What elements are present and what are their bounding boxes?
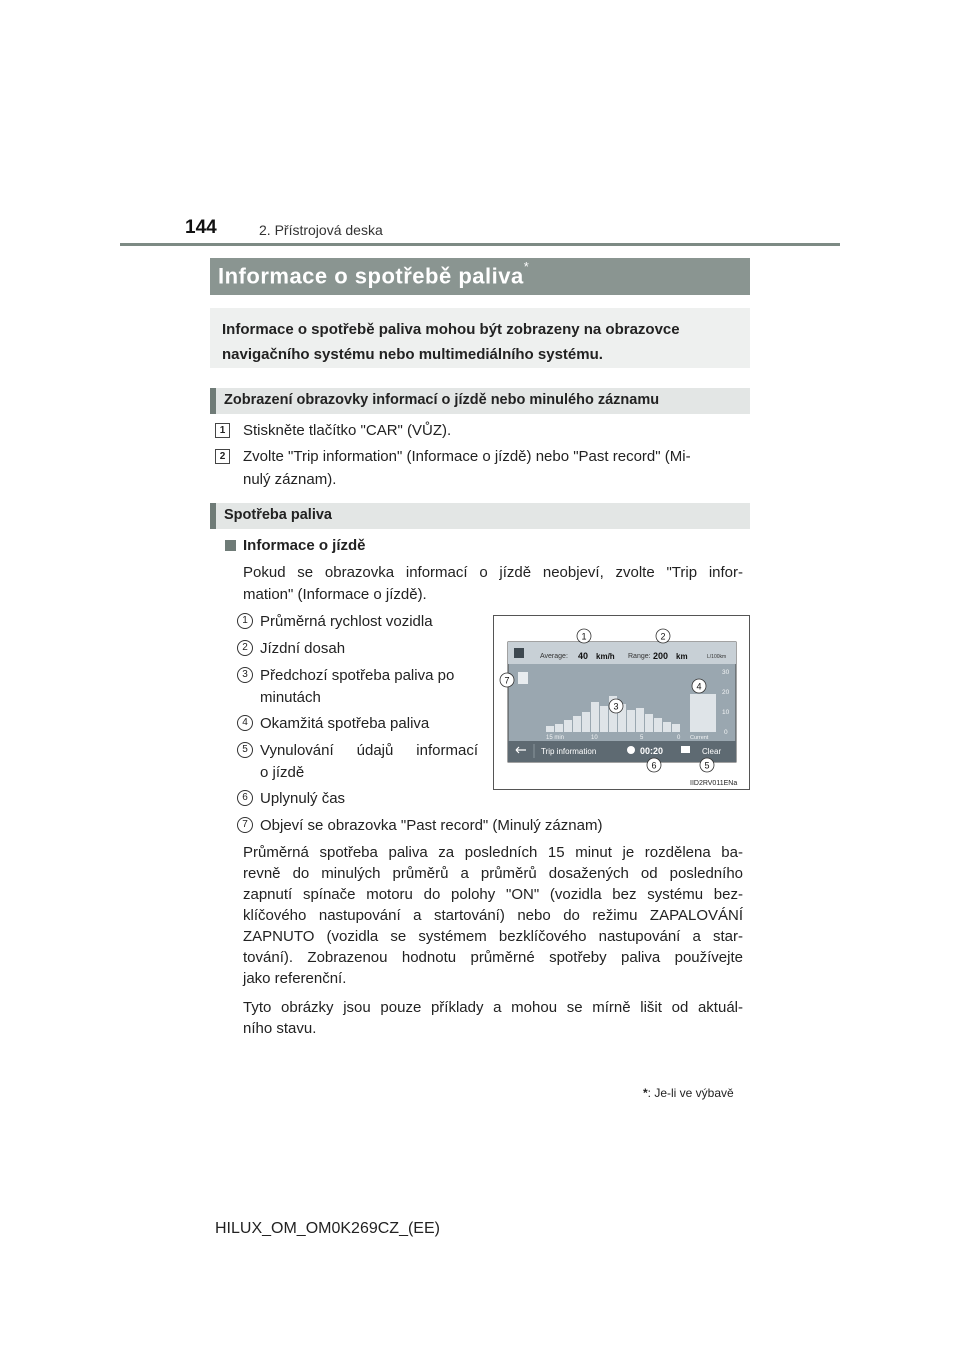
legend-item: Průměrná rychlost vozidla (260, 613, 433, 630)
history-bar (663, 722, 671, 732)
callout-4 (692, 679, 706, 693)
clock-icon (627, 746, 635, 754)
history-bar (555, 724, 563, 732)
svg-text:1: 1 (581, 631, 587, 642)
callout-1 (577, 629, 591, 643)
clear-icon (681, 746, 690, 753)
history-bar (546, 726, 554, 732)
step-text: Zvolte "Trip information" (Informace o jízdě) nebo "Past record" (Mi- (243, 448, 691, 465)
x-tick-label: 0 (677, 735, 681, 741)
trip-information-screen-illustration (494, 616, 749, 789)
history-bar (573, 716, 581, 732)
callout-5 (700, 758, 714, 772)
subsection-heading-fuel: Spotřeba paliva (210, 503, 750, 529)
svg-text:4: 4 (696, 681, 702, 692)
callout-number: 2 (237, 640, 253, 656)
legend-item: Předchozí spotřeba paliva po (260, 667, 455, 684)
history-bar (645, 714, 653, 732)
legend-item: Okamžitá spotřeba paliva (260, 715, 430, 732)
range-unit: km (676, 652, 688, 661)
callout-6 (647, 758, 661, 772)
range-label: Range: (628, 653, 651, 660)
x-tick-label: 5 (640, 735, 644, 741)
legend-item: Jízdní dosah (260, 640, 346, 657)
history-bar (600, 706, 608, 732)
history-bar (636, 708, 644, 732)
current-label: Current (690, 735, 709, 741)
history-bar (627, 710, 635, 732)
step-number: 1 (215, 423, 230, 438)
asterisk-mark: * (643, 1086, 648, 1100)
svg-text:5: 5 (704, 760, 710, 771)
y-tick-label: 30 (722, 669, 730, 676)
past-record-icon (518, 672, 528, 684)
topic-heading: Informace o jízdě (243, 537, 366, 554)
topic-description: Pokud se obrazovka informací o jízdě neobjeví, zvolte "Trip infor- (243, 564, 743, 581)
callout-number: 6 (237, 790, 253, 806)
trip-information-label: Trip information (541, 747, 597, 756)
intro-text: Informace o spotřebě paliva mohou být zobrazeny na obrazovce navigačního systému nebo multimediálního systému. (222, 321, 680, 363)
unit-label: L/100km (707, 654, 727, 660)
explanation-paragraph: Průměrná spotřeba paliva za posledních 15 minut je rozdělena ba- revně do minulých průměrů a průměrů dosažených od posledního zapnutí spínače motoru do polohy "ON" (vozidla bez systému bez- klíčového nastupování a startování) nebo do režimu ZAPALOVÁNÍ ZAPNUTO (vozidla se systémem bezklíčového nastupování a star- tování). Zobrazenou hodnotu průměrné spotřeby paliva používejte jako referenční. (243, 844, 743, 987)
legend-item: Vynulování údajů informací (260, 742, 478, 759)
callout-3 (609, 699, 623, 713)
x-tick-label: 10 (591, 735, 598, 741)
topic-description: mation" (Informace o jízdě). (243, 586, 427, 603)
page-title-bar (210, 258, 750, 295)
history-bar (672, 724, 680, 732)
history-bar (654, 718, 662, 732)
subsection-heading-trip-screen: Zobrazení obrazovky informací o jízdě nebo minulého záznamu (210, 388, 750, 414)
callout-number: 3 (237, 667, 253, 683)
y-tick-label: 0 (724, 729, 728, 736)
range-value: 200 (653, 651, 669, 661)
x-tick-label: 15 min (546, 735, 565, 741)
history-bar (591, 702, 599, 732)
callout-7 (500, 673, 514, 687)
svg-text:2: 2 (660, 631, 666, 642)
elapsed-time: 00:20 (640, 746, 664, 756)
page-title: Informace o spotřebě paliva* (218, 259, 530, 289)
history-bar (564, 720, 572, 732)
clear-button-label: Clear (702, 747, 722, 756)
callout-number: 4 (237, 715, 253, 731)
legend-item: Objeví se obrazovka "Past record" (Minulý záznam) (260, 817, 603, 834)
section-title: 2. Přístrojová deska (259, 222, 383, 238)
callout-number: 1 (237, 613, 253, 629)
average-value: 40 (578, 651, 589, 661)
document-code-footer: HILUX_OM_OM0K269CZ_(EE) (215, 1220, 440, 1237)
history-bar (582, 712, 590, 732)
average-unit: km/h (596, 652, 615, 661)
y-tick-label: 10 (722, 709, 730, 716)
step-text: nulý záznam). (243, 471, 337, 488)
average-label: Average: (540, 653, 568, 660)
legend-item: o jízdě (260, 764, 305, 781)
flag-icon (514, 648, 524, 658)
callout-2 (656, 629, 670, 643)
page-number: 144 (185, 217, 217, 238)
trip-information-figure (493, 615, 750, 790)
intro-box (210, 308, 750, 368)
callout-number: 5 (237, 742, 253, 758)
callout-number: 7 (237, 817, 253, 833)
y-tick-label: 20 (722, 689, 730, 696)
square-bullet-icon (225, 540, 236, 551)
optional-equipment-note: *: Je-li ve výbavě (643, 1086, 734, 1100)
header-divider (120, 243, 840, 246)
svg-text:7: 7 (504, 675, 510, 686)
svg-text:6: 6 (651, 760, 657, 771)
legend-item: minutách (260, 689, 321, 706)
current-bar (690, 694, 716, 732)
disclaimer-paragraph: Tyto obrázky jsou pouze příklady a mohou se mírně lišit od aktuál- ního stavu. (243, 999, 743, 1037)
svg-text:3: 3 (613, 701, 619, 712)
asterisk-mark: * (523, 259, 530, 274)
step-number: 2 (215, 449, 230, 464)
figure-code: IID2RV011ENa (690, 780, 738, 787)
step-text: Stiskněte tlačítko "CAR" (VŮZ). (243, 422, 452, 439)
legend-item: Uplynulý čas (260, 790, 346, 807)
